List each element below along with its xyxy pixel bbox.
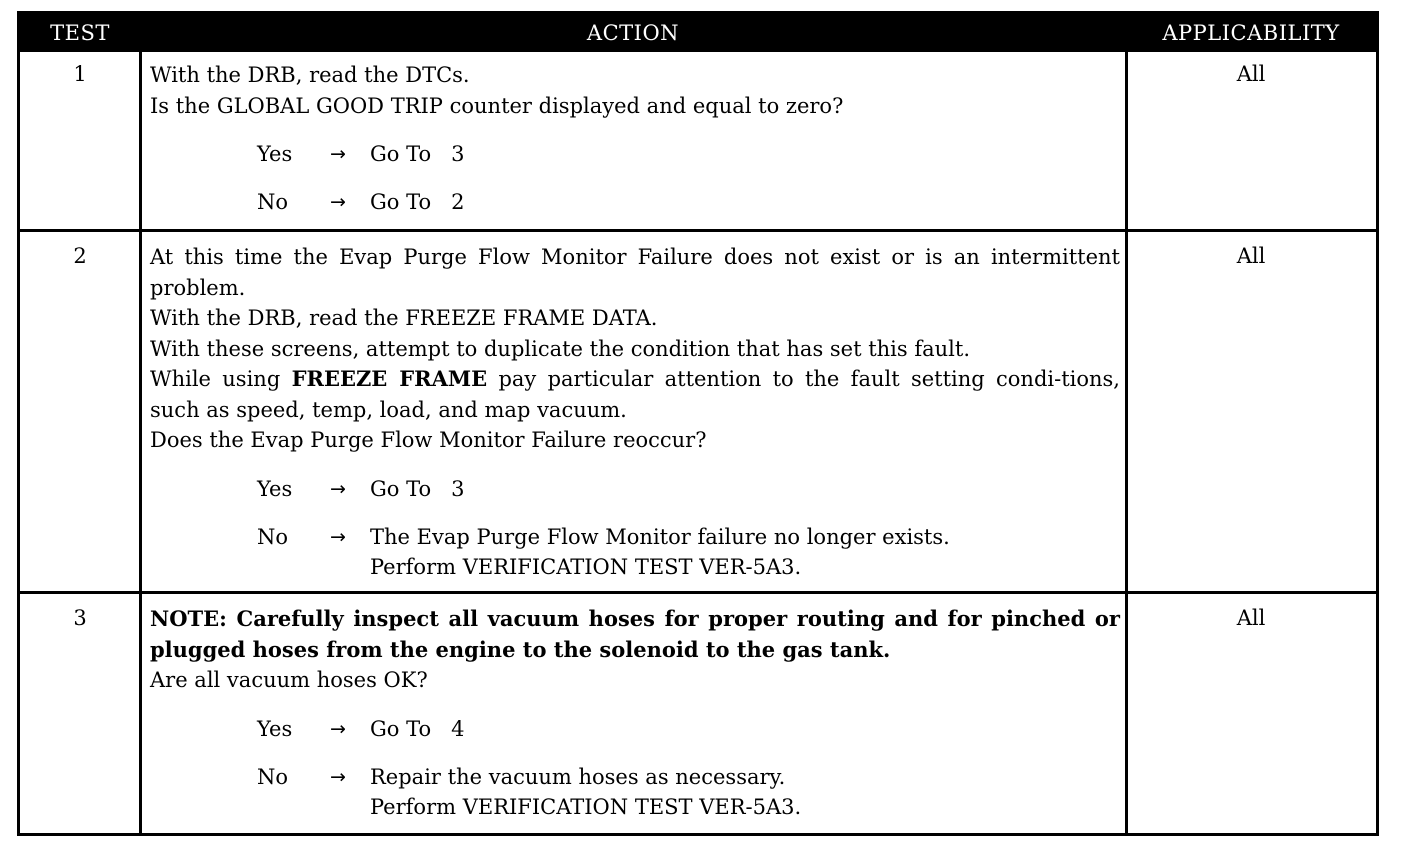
action-line: With the DRB, read the FREEZE FRAME DATA. xyxy=(150,306,658,330)
answer-label: No xyxy=(257,524,289,549)
applicability-value: All xyxy=(1236,244,1266,268)
result-text: Go To 4 xyxy=(370,716,465,741)
action-paragraph xyxy=(150,364,1120,425)
action-line: With the DRB, read the DTCs. xyxy=(150,63,470,87)
applicability-value: All xyxy=(1236,606,1266,630)
action-cell xyxy=(150,60,1120,217)
action-line: Does the Evap Purge Flow Monitor Failure reoccur? xyxy=(150,428,707,452)
result-text: Go To 3 xyxy=(370,142,465,166)
action-line: At this time the Evap Purge Flow Monitor Failure does not exist or is an intermittent problem. xyxy=(150,245,1120,300)
answer-label: No xyxy=(257,764,289,789)
result-text: Go To 2 xyxy=(370,190,465,214)
arrow-icon: → xyxy=(330,765,346,788)
no-option xyxy=(150,762,1120,822)
arrow-icon: → xyxy=(330,191,346,213)
yes-option xyxy=(150,714,1120,744)
no-option xyxy=(150,522,1120,582)
diagnostic-test-table xyxy=(17,11,1379,836)
applicability-value: All xyxy=(1236,62,1266,86)
action-line: Are all vacuum hoses OK? xyxy=(150,668,428,692)
result-text: The Evap Purge Flow Monitor failure no longer exists. xyxy=(370,524,950,549)
action-text: pay particular attention to the fault setting condi-tions, such as speed, temp, load, and map vacuum. xyxy=(150,367,1120,422)
test-number: 2 xyxy=(73,244,87,268)
table-row xyxy=(20,52,1376,229)
test-number: 1 xyxy=(73,62,87,86)
result-text: Perform VERIFICATION TEST VER-5A3. xyxy=(370,554,802,579)
test-number: 3 xyxy=(73,606,87,630)
header-action: ACTION xyxy=(586,21,680,45)
header-test: TEST xyxy=(50,21,110,45)
answer-label: No xyxy=(257,190,289,214)
arrow-icon: → xyxy=(330,477,346,500)
table-row xyxy=(20,232,1376,591)
answer-label: Yes xyxy=(257,476,293,501)
action-cell xyxy=(150,242,1120,582)
yes-option xyxy=(150,474,1120,504)
action-line: Is the GLOBAL GOOD TRIP counter displayed and equal to zero? xyxy=(150,93,844,118)
freeze-frame-emphasis: FREEZE FRAME xyxy=(291,366,488,391)
arrow-icon: → xyxy=(330,525,346,548)
table-row xyxy=(20,594,1376,833)
result-text: Go To 3 xyxy=(370,476,465,501)
answer-label: Yes xyxy=(257,716,293,741)
no-option xyxy=(150,187,1120,217)
action-line: With these screens, attempt to duplicate the condition that has set this fault. xyxy=(150,336,970,361)
yes-option xyxy=(150,139,1120,169)
answer-label: Yes xyxy=(257,142,293,166)
arrow-icon: → xyxy=(330,717,346,740)
result-text: Repair the vacuum hoses as necessary. xyxy=(370,764,786,789)
action-text: While using xyxy=(150,367,281,391)
action-cell xyxy=(150,604,1120,822)
note-text: NOTE: Carefully inspect all vacuum hoses for proper routing and for pinched or plugged hoses from the engine to the solenoid to the gas tank. xyxy=(150,606,1120,662)
arrow-icon: → xyxy=(330,143,346,165)
table-header xyxy=(20,14,1376,52)
result-text: Perform VERIFICATION TEST VER-5A3. xyxy=(370,794,802,819)
header-applicability: APPLICABILITY xyxy=(1162,21,1340,45)
